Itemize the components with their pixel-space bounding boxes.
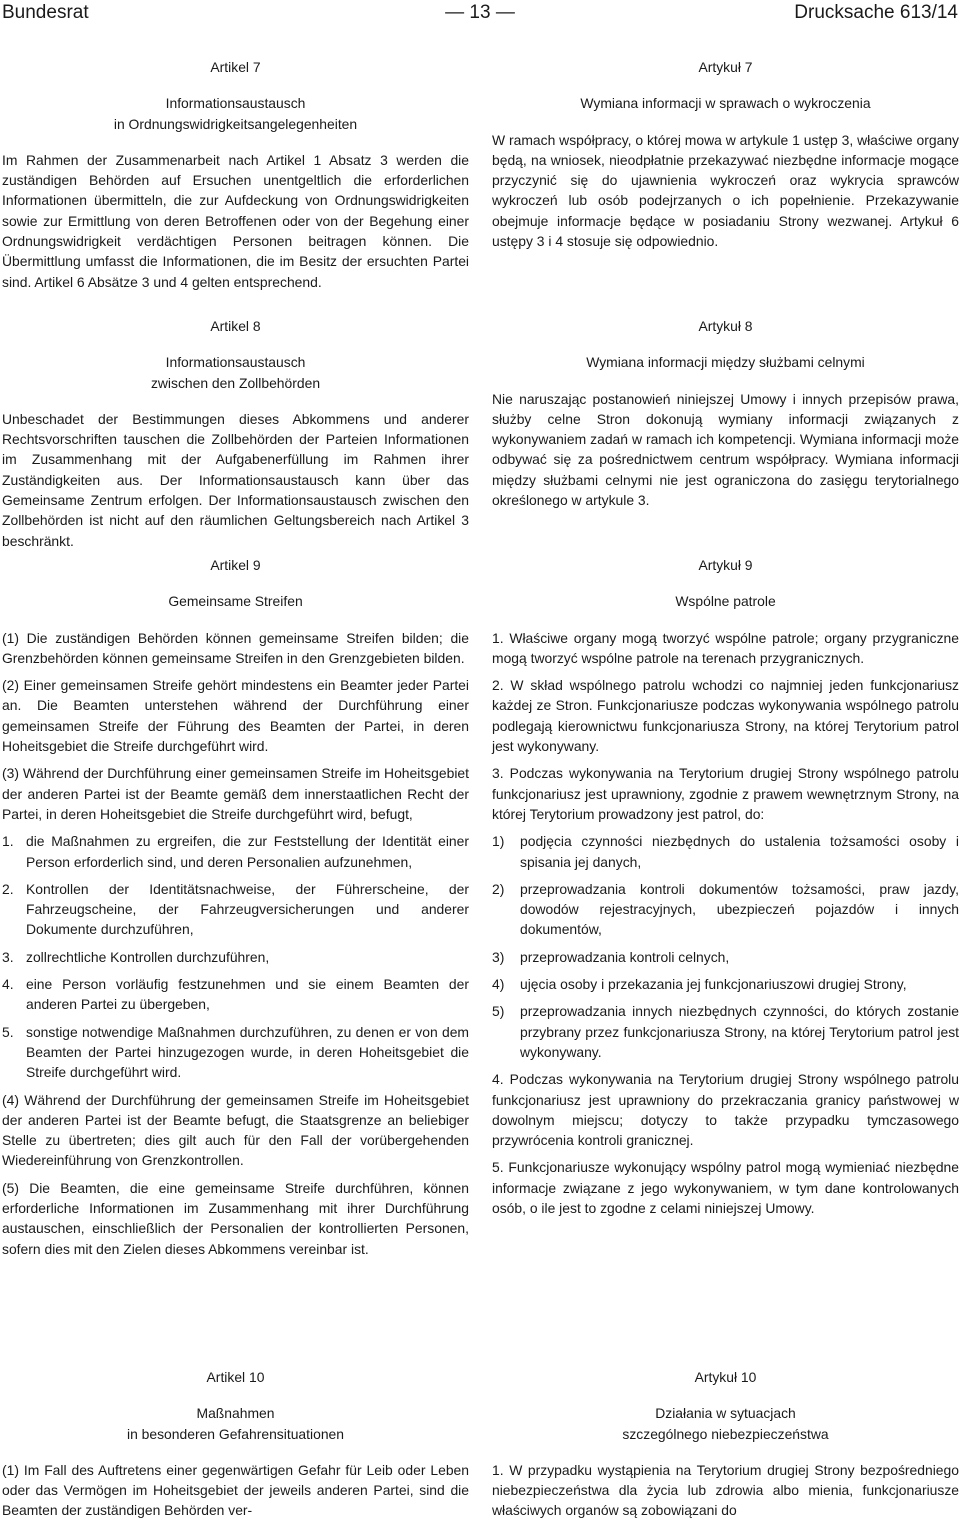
list-item xyxy=(2,1022,469,1083)
article-title xyxy=(2,352,469,393)
article-number: Artikel 10 xyxy=(206,1369,265,1385)
article-7-pl xyxy=(492,57,959,251)
paragraph: Im Rahmen der Zusammenarbeit nach Artikel 1 Absatz 3 werden die zuständigen Behörden auf Ersuchen unentgeltlich die erforderlichen Informationen übermitteln, die zur Aufdeckung von Ordnungswidrigkeiten sowie zur Ermittlung von deren Betroffenen oder von der Begehung einer Ordnungswidrigkeit verdächtigen Personen beitragen können. Die Übermittlung umfasst die Informationen, die im Besitz der ersuchten Partei sind. Artikel 6 Absätze 3 und 4 gelten entsprechend. xyxy=(2,151,469,290)
list-text: przeprowadzania kontroli dokumentów tożsamości, praw jazdy, dowodów rejestracyjnych, ubezpieczeń pojazdów i innych dokumentów, xyxy=(520,880,959,938)
article-title xyxy=(2,591,469,611)
title-line: Informationsaustausch xyxy=(165,354,306,371)
list-marker: 4. xyxy=(2,976,14,993)
list-item xyxy=(492,974,959,994)
list-text: przeprowadzania innych niezbędnych czynności, do których zostanie przybrany przez funkcjonariusza Strony, na której Terytorium patrol jest wykonywany. xyxy=(520,1003,959,1060)
paragraph: 1. W przypadku wystąpienia na Terytorium drugiej Strony bezpośredniego niebezpieczeństwa dla życia lub zdrowia albo mienia, funkcjonariusze właściwych organów są zobowiązani do xyxy=(492,1461,959,1519)
paragraph: (1) Im Fall des Auftretens einer gegenwärtigen Gefahr für Leib oder Leben oder das Vermögen im Hoheitsgebiet der jeweils anderen Partei, sind die Beamten der zuständigen Behörden ver- xyxy=(2,1461,469,1519)
list-marker: 2. xyxy=(2,880,14,897)
list-item xyxy=(492,879,959,940)
title-line: Działania w sytuacjach xyxy=(655,1405,796,1422)
article-8-de xyxy=(2,316,469,551)
list-text: przeprowadzania kontroli celnych, xyxy=(520,948,730,965)
paragraph: 2. W skład wspólnego patrolu wchodzi co najmniej jeden funkcjonariusz każdej ze Stron. Funkcjonariusze podczas wykonywania wspólnego patrolu podlegają kierownictwu funkcjonariusza Strony, na której Terytorium patrol jest wykonywany. xyxy=(492,677,959,755)
paragraph: 4. Podczas wykonywania na Terytorium drugiej Strony wspólnego patrolu funkcjonariusz jest uprawniony do przekraczania granicy państwowej w dowolnym miejscu; dotyczy to także przypadku tymczasowego przywrócenia kontroli granicznej. xyxy=(492,1071,959,1149)
list-item xyxy=(2,831,469,872)
article-number: Artykuł 8 xyxy=(698,318,753,334)
title-line: Wymiana informacji w sprawach o wykroczenia xyxy=(580,95,871,112)
list-marker: 1) xyxy=(492,833,505,850)
article-9-pl xyxy=(492,555,959,1218)
list-item xyxy=(2,974,469,1015)
article-title xyxy=(492,1403,959,1444)
list-marker: 5. xyxy=(2,1023,14,1040)
article-8-pl xyxy=(492,316,959,510)
paragraph: (2) Einer gemeinsamen Streife gehört mindestens ein Beamter jeder Partei an. Die Beamten unterstehen während der Durchführung einer gemeinsamen Streife der Führung des Beamten der Partei, in deren Hoheitsgebiet die Streife durchgeführt wird. xyxy=(2,677,469,755)
list-marker: 5) xyxy=(492,1003,505,1020)
title-line: in Ordnungswidrigkeitsangelegenheiten xyxy=(113,115,358,132)
paragraph: Nie naruszając postanowień niniejszej Umowy i innych przepisów prawa, służby celne Stron dokonują wymiany informacji związanych z wykonywaniem zadań w ramach ich kompetencji. Wymiana informacji może odbywać się za pośrednictwem centrum współpracy. Wymiana informacji między służbami celnymi nie jest ograniczona do zasięgu terytorialnego określonego w artykule 3. xyxy=(492,390,959,509)
paragraph: 5. Funkcjonariusze wykonujący wspólny patrol mogą wymieniać niezbędne informacje związane z jego wykonywaniem, w tym dane kontrolowanych osób, o ile jest to zgodne z celami niniejszej Umowy. xyxy=(492,1159,959,1217)
list-marker: 3. xyxy=(2,948,14,965)
title-line: in besonderen Gefahrensituationen xyxy=(126,1425,344,1442)
list-marker: 3) xyxy=(492,948,505,965)
paragraph: Unbeschadet der Bestimmungen dieses Abkommens und anderer Rechtsvorschriften tauschen die Zollbehörden der Parteien Informationen im Zusammenhang mit der Aufgabenerfüllung im Rahmen ihrer Zuständigkeiten aus. Der Informationsaustausch kann über das Gemeinsame Zentrum erfolgen. Der Informationsaustausch zwischen den Zollbehörden ist nicht auf den räumlichen Geltungsbereich nach Artikel 3 beschränkt. xyxy=(2,410,469,549)
list-text: eine Person vorläufig festzunehmen und sie einem Beamten der anderen Partei zu übergeben, xyxy=(26,976,469,1013)
article-title xyxy=(492,591,959,611)
list-text: zollrechtliche Kontrollen durchzuführen, xyxy=(26,948,270,965)
article-title xyxy=(2,93,469,134)
article-number: Artikel 8 xyxy=(210,318,261,334)
title-line: Wymiana informacji między służbami celnymi xyxy=(586,354,865,371)
list-marker: 2) xyxy=(492,880,505,897)
article-number: Artykuł 10 xyxy=(694,1369,757,1385)
article-title xyxy=(492,93,959,113)
list-item xyxy=(492,1001,959,1062)
list-marker: 1. xyxy=(2,833,14,850)
list-item xyxy=(2,947,469,967)
article-title xyxy=(2,1403,469,1444)
list-text: sonstige notwendige Maßnahmen durchzuführen, zu denen er von dem Beamten der Partei hinzugezogen wurde, in deren Hoheitsgebiet die Streife durchgeführt wird. xyxy=(26,1023,469,1081)
article-number: Artykuł 9 xyxy=(698,557,753,573)
article-number: Artykuł 7 xyxy=(698,59,753,75)
page-header xyxy=(0,0,960,30)
title-line: Gemeinsame Streifen xyxy=(168,593,303,610)
paragraph: W ramach współpracy, o której mowa w artykule 1 ustęp 3, właściwe organy będą, na wniosek, nieodpłatnie przekazywać niezbędne informacje mogące przyczynić się do ujawnienia wykroczeń oraz wykrycia sprawców wykroczeń lub osób podejrzanych o ich popełnienie. Przekazywanie obejmuje informacje będące w posiadaniu Strony wezwanej. Artykuł 6 ustępy 3 i 4 stosuje się odpowiednio. xyxy=(492,131,959,250)
article-7-de xyxy=(2,57,469,292)
article-number: Artikel 9 xyxy=(210,557,261,573)
list-marker: 4) xyxy=(492,976,505,993)
title-line: Informationsaustausch xyxy=(165,95,306,112)
title-line: zwischen den Zollbehörden xyxy=(150,374,321,391)
paragraph: 1. Właściwe organy mogą tworzyć wspólne patrole; organy przygraniczne mogą tworzyć wspólne patrole na terenach przygranicznych. xyxy=(492,629,959,666)
title-line: Maßnahmen xyxy=(196,1405,275,1422)
list-text: Kontrollen der Identitätsnachweise, der Führerscheine, der Fahrzeugscheine, der Fahrzeugversicherungen und anderer Dokumente durchzuführen, xyxy=(26,880,469,938)
paragraph: (1) Die zuständigen Behörden können gemeinsame Streifen bilden; die Grenzbehörden können gemeinsame Streifen in den Grenzgebieten bilden. xyxy=(2,629,469,666)
list-item xyxy=(492,831,959,872)
paragraph: (4) Während der Durchführung der gemeinsamen Streife im Hoheitsgebiet der anderen Partei ist der Beamte befugt, die Staatsgrenze an beliebiger Stelle zu übertreten; dies gilt auch für den Fall der vorübergehenden Wiedereinführung von Grenzkontrollen. xyxy=(2,1091,469,1169)
article-9-de xyxy=(2,555,469,1259)
list-text: ujęcia osoby i przekazania jej funkcjonariuszowi drugiej Strony, xyxy=(520,976,907,993)
list-text: podjęcia czynności niezbędnych do ustalenia tożsamości osoby i spisania jej danych, xyxy=(520,833,959,870)
title-line: Wspólne patrole xyxy=(675,593,776,610)
header-page-number: — 13 — xyxy=(445,2,515,23)
list-item xyxy=(2,879,469,940)
header-document-number: Drucksache 613/14 xyxy=(794,2,958,23)
article-10-de xyxy=(2,1367,469,1521)
article-title xyxy=(492,352,959,372)
article-number: Artikel 7 xyxy=(210,59,261,75)
list-item xyxy=(492,947,959,967)
header-body-name: Bundesrat xyxy=(2,2,89,23)
title-line: szczególnego niebezpieczeństwa xyxy=(622,1425,829,1442)
list-text: die Maßnahmen zu ergreifen, die zur Feststellung der Identität einer Person erforderlich sind, und deren Personalien aufzunehmen, xyxy=(26,833,469,870)
article-10-pl xyxy=(492,1367,959,1521)
paragraph: 3. Podczas wykonywania na Terytorium drugiej Strony wspólnego patrolu funkcjonariusz jest uprawniony, zgodnie z prawem wewnętrznym Strony, na której Terytorium prowadzony jest patrol, do: xyxy=(492,765,959,822)
paragraph: (3) Während der Durchführung einer gemeinsamen Streife im Hoheitsgebiet der anderen Partei ist der Beamte gemäß dem innerstaatlichen Recht der Partei, in deren Hoheitsgebiet die Streife durchgeführt wird, befugt, xyxy=(2,765,469,822)
paragraph: (5) Die Beamten, die eine gemeinsame Streife durchführen, können erforderliche Informationen im Zusammenhang mit ihrer Durchführung austauschen, einschließlich der Personalien der kontrollierten Personen, sofern dies mit den Zielen dieses Abkommens vereinbar ist. xyxy=(2,1179,469,1257)
